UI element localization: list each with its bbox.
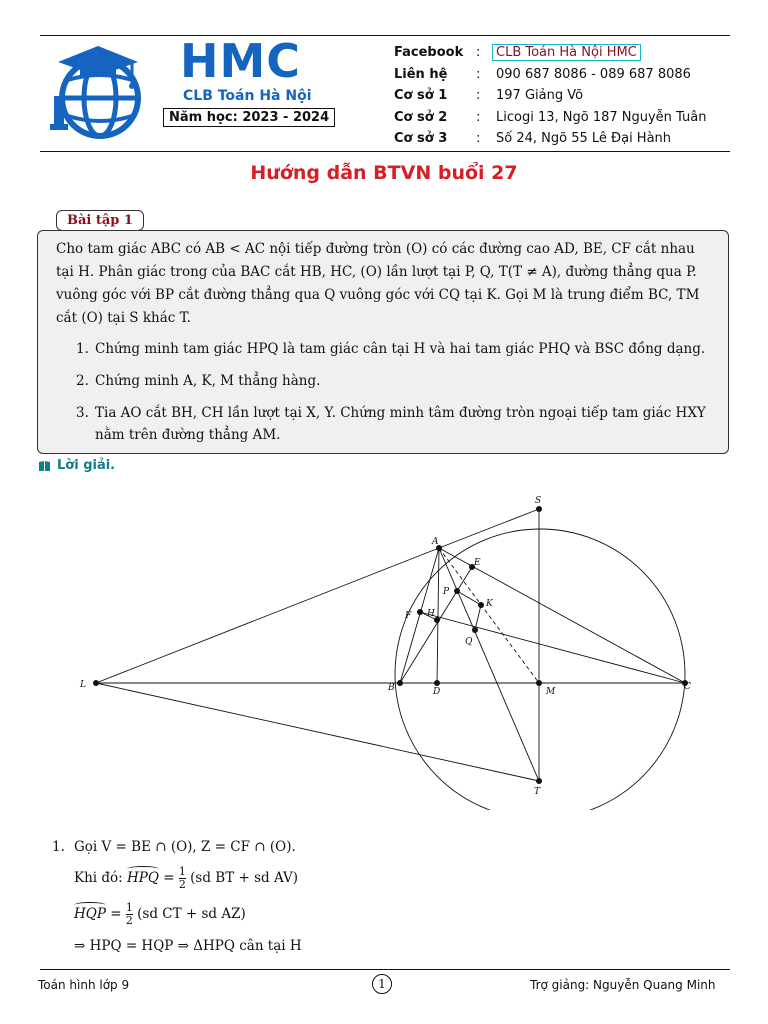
point-h	[434, 617, 440, 623]
contact-separator: :	[476, 109, 481, 125]
solution-line-3: HQP = $\frac{1}{2}$ (sd CT + sd AZ)	[74, 901, 246, 927]
line-lt	[96, 683, 539, 781]
contact-row-campus-2	[394, 107, 706, 129]
label-d: D	[433, 687, 441, 697]
label-p: P	[443, 587, 450, 597]
label-f: F	[405, 611, 412, 621]
altitude-ad	[437, 548, 439, 683]
point-k	[478, 602, 484, 608]
solution-line-1: Gọi V = BE ∩ (O), Z = CF ∩ (O).	[74, 839, 296, 855]
label-m: M	[546, 687, 556, 697]
contact-separator: :	[476, 66, 481, 82]
task-text: Tia AO cắt BH, CH lần lượt tại X, Y. Chứng minh tâm đường tròn ngoại tiếp tam giác HXY nằm trên đường thẳng AM.	[95, 405, 706, 443]
solution-text: Khi đó:	[74, 870, 123, 886]
altitude-be	[400, 567, 472, 683]
point-q	[472, 627, 478, 633]
point-f	[417, 609, 423, 615]
contact-separator: :	[476, 45, 481, 61]
header-bottom-rule	[40, 151, 730, 152]
fraction-half	[179, 866, 186, 891]
bisector-at	[439, 548, 539, 781]
fraction-den: 2	[125, 914, 133, 927]
footer-course: Toán hình lớp 9	[38, 978, 130, 992]
footer-rule	[40, 969, 730, 970]
label-a: A	[432, 537, 439, 547]
label-h: H	[427, 609, 435, 619]
hmc-globe-logo	[48, 40, 148, 140]
solution-heading	[38, 458, 115, 473]
label-q: Q	[465, 637, 473, 647]
task-text: Chứng minh A, K, M thẳng hàng.	[95, 373, 321, 389]
task-number: 1.	[76, 341, 89, 357]
point-s	[536, 506, 542, 512]
contact-key: Cơ sở 2	[394, 109, 448, 125]
club-name: CLB Toán Hà Nội	[183, 88, 312, 104]
contact-row-campus-1	[394, 85, 706, 107]
contact-row-campus-3	[394, 128, 706, 150]
fraction-num: 1	[125, 901, 133, 914]
school-year-box: Năm học: 2023 - 2024	[163, 108, 335, 127]
page-number: 1	[372, 974, 392, 994]
label-s: S	[535, 496, 542, 506]
contact-address: Số 24, Ngõ 55 Lê Đại Hành	[496, 131, 672, 147]
point-d	[434, 680, 440, 686]
dashed-am	[439, 548, 539, 683]
solution-item-number: 1.	[52, 839, 65, 855]
header-top-rule	[40, 35, 730, 36]
point-m	[536, 680, 542, 686]
exercise-label: Bài tập 1	[56, 210, 144, 231]
point-t	[536, 778, 542, 784]
label-c: C	[684, 682, 691, 692]
line-as	[439, 509, 539, 548]
fraction-num: 1	[178, 865, 186, 878]
solution-heading-text: Lời giải.	[57, 458, 116, 473]
facebook-link[interactable]: CLB Toán Hà Nội HMC	[492, 44, 641, 61]
exercise-statement: Cho tam giác ABC có AB < AC nội tiếp đường tròn (O) có các đường cao AD, BE, CF cắt nhau tại H. Phân giác trong của BAC cắt HB, HC, (O) lần lượt tại P, Q, T(T ≠ A), đường thẳng qua P. vuông góc với BP cắt đường thẳng qua Q vuông góc với CQ tại K. Gọi M là trung điểm BC, TM cắt (O) tại S khác T.	[56, 241, 700, 326]
task-number: 2.	[76, 373, 89, 389]
contact-separator: :	[476, 131, 481, 147]
solution-text: (sd CT + sd AZ)	[137, 906, 246, 922]
label-l: L	[80, 680, 86, 690]
contact-key: Cơ sở 1	[394, 88, 448, 104]
line-la	[96, 548, 439, 683]
footer-tutor: Trợ giảng: Nguyễn Quang Minh	[530, 978, 716, 992]
label-k: K	[486, 599, 493, 609]
brand-title: HMC	[180, 34, 302, 88]
book-icon	[38, 460, 51, 472]
point-b	[397, 680, 403, 686]
contact-info-table	[394, 42, 706, 150]
contact-row-facebook	[394, 42, 706, 64]
contact-address: Licogi 13, Ngõ 187 Nguyễn Tuân	[496, 109, 707, 125]
angle-name: HPQ	[127, 870, 159, 886]
point-p	[454, 588, 460, 594]
geometry-figure	[70, 480, 720, 810]
contact-row-phone	[394, 64, 706, 86]
angle-name: HQP	[74, 906, 106, 922]
side-ac	[439, 548, 685, 683]
task-text: Chứng minh tam giác HPQ là tam giác cân tại H và hai tam giác PHQ và BSC đồng dạng.	[95, 341, 706, 357]
contact-separator: :	[476, 88, 481, 104]
solution-line-4: ⇒ HPQ = HQP ⇒ ΔHPQ cân tại H	[74, 938, 302, 954]
label-e: E	[474, 558, 481, 568]
contact-address: 197 Giảng Võ	[496, 88, 584, 104]
fraction-half	[126, 902, 133, 927]
task-number: 3.	[76, 405, 89, 421]
contact-phone: 090 687 8086 - 089 687 8086	[496, 66, 691, 82]
arc-angle-hpq	[127, 870, 159, 886]
line-qk	[475, 605, 481, 630]
solution-text: (sd BT + sd AV)	[190, 870, 299, 886]
fraction-den: 2	[178, 878, 186, 891]
altitude-cf	[420, 612, 685, 683]
contact-key: Cơ sở 3	[394, 131, 448, 147]
label-t: T	[534, 787, 541, 797]
contact-key: Liên hệ	[394, 66, 448, 82]
label-b: B	[388, 683, 395, 693]
arc-angle-hqp	[74, 906, 106, 922]
point-l	[93, 680, 99, 686]
contact-key: Facebook	[394, 45, 464, 61]
solution-line-2: Khi đó: HPQ = $\frac{1}{2}$ (sd BT + sd AV)	[74, 865, 299, 891]
document-title: Hướng dẫn BTVN buổi 27	[250, 162, 518, 184]
